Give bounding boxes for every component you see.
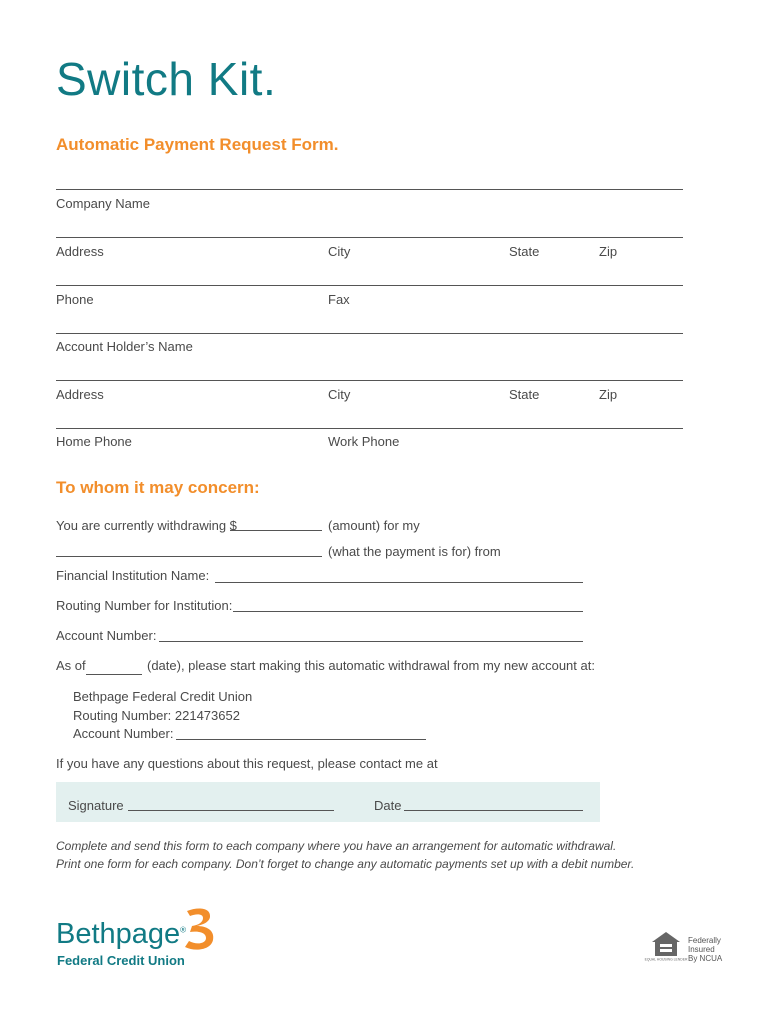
payment-purpose-input[interactable] <box>56 556 322 557</box>
state-field[interactable]: State <box>509 244 540 259</box>
contact-line: If you have any questions about this request, please contact me at <box>56 756 438 771</box>
ncua-line-1: Federally <box>688 936 721 945</box>
letter-heading: To whom it may concern: <box>56 478 260 497</box>
as-of-date-label: (date), please start making this automatic withdrawal from my new account at: <box>147 658 595 673</box>
withdrawing-label: You are currently withdrawing $ <box>56 518 237 533</box>
ncua-badge <box>688 936 722 963</box>
logo-trademark: ® <box>180 925 187 935</box>
date-input[interactable] <box>404 810 583 811</box>
bank-account-number-input[interactable] <box>176 739 426 740</box>
instruction-note-1: Complete and send this form to each company where you have an arrangement for automatic withdrawal. <box>56 839 617 853</box>
home-phone-field[interactable]: Home Phone <box>56 434 132 449</box>
phone-field[interactable]: Phone <box>56 292 94 307</box>
signature-input[interactable] <box>128 810 334 811</box>
work-phone-field[interactable]: Work Phone <box>328 434 400 449</box>
bank-routing-number: Routing Number: 221473652 <box>73 708 240 723</box>
ncua-line-2: Insured <box>688 945 715 954</box>
divider <box>56 237 683 238</box>
date-label: Date <box>374 798 402 813</box>
divider <box>56 189 683 190</box>
amount-input[interactable] <box>230 530 322 531</box>
divider <box>56 428 683 429</box>
institution-name-label: Financial Institution Name: <box>56 568 210 583</box>
instruction-note-2: Print one form for each company. Don’t forget to change any automatic payments set up with a debit number. <box>56 857 635 871</box>
holder-address-field[interactable]: Address <box>56 387 104 402</box>
logo-subtitle: Federal Credit Union <box>57 953 185 968</box>
logo-wordmark: Bethpage <box>56 918 181 950</box>
company-name-field[interactable]: Company Name <box>56 196 150 211</box>
routing-number-label: Routing Number for Institution: <box>56 598 233 613</box>
fax-field[interactable]: Fax <box>328 292 350 307</box>
account-number-label: Account Number: <box>56 628 157 643</box>
bank-name: Bethpage Federal Credit Union <box>73 689 253 704</box>
payment-purpose-label: (what the payment is for) from <box>328 544 501 559</box>
as-of-label: As of <box>56 658 86 673</box>
zip-field[interactable]: Zip <box>599 244 618 259</box>
ncua-line-3: By NCUA <box>688 954 723 963</box>
account-number-input[interactable] <box>159 641 583 642</box>
divider <box>56 285 683 286</box>
address-field[interactable]: Address <box>56 244 104 259</box>
equal-housing-icon <box>644 930 688 966</box>
amount-label: (amount) for my <box>328 518 420 533</box>
holder-zip-field[interactable]: Zip <box>599 387 618 402</box>
routing-number-input[interactable] <box>233 611 583 612</box>
form-subtitle: Automatic Payment Request Form. <box>56 135 339 154</box>
divider <box>56 380 683 381</box>
account-holder-name-field[interactable]: Account Holder’s Name <box>56 339 193 354</box>
page-title: Switch Kit. <box>56 53 277 105</box>
institution-name-input[interactable] <box>215 582 583 583</box>
city-field[interactable]: City <box>328 244 351 259</box>
signature-box <box>56 782 600 822</box>
equal-housing-text: EQUAL HOUSING LENDER <box>644 957 688 962</box>
bank-account-number-label: Account Number: <box>73 726 174 741</box>
holder-state-field[interactable]: State <box>509 387 540 402</box>
signature-label: Signature <box>68 798 124 813</box>
divider <box>56 333 683 334</box>
bethpage-logo <box>56 918 186 951</box>
bethpage-b-icon <box>179 905 219 953</box>
start-date-input[interactable] <box>86 674 142 675</box>
holder-city-field[interactable]: City <box>328 387 351 402</box>
